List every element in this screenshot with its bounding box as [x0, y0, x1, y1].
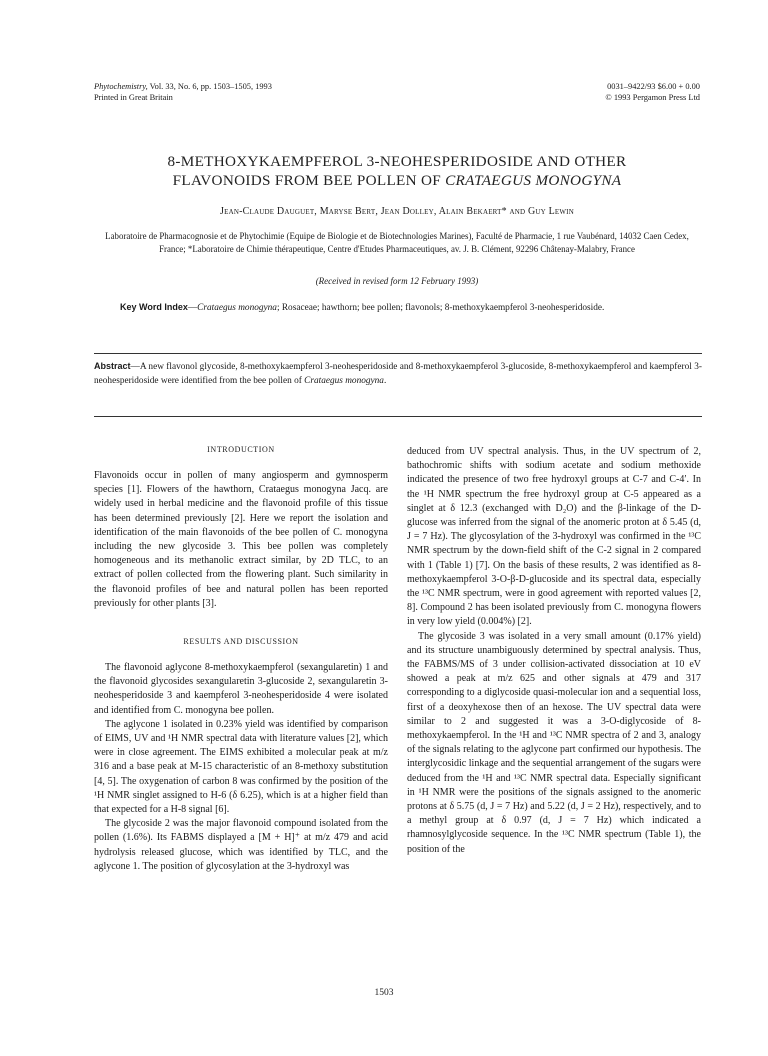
- section-heading-results: RESULTS AND DISCUSSION: [183, 637, 299, 647]
- abstract-label: Abstract: [94, 361, 131, 371]
- divider-bottom: [94, 416, 702, 417]
- section-spacer: [94, 611, 388, 637]
- kwi-dash: —: [187, 303, 198, 313]
- results-paragraph-1: The flavonoid aglycone 8-methoxykaempferol (sexangularetin) 1 and the flavonoid glycosides sexangularetin 3-glucoside 2, sexangularetin 3-neohesperidoside 3 and kaempferol 3-neohesperidoside 4 were isolated and identified from C. monogyna bee pollen.: [94, 662, 388, 716]
- abstract-text: —A new flavonol glycoside, 8-methoxykaempferol 3-neohesperidoside and 8-methoxykaempferol 3-glucoside, 8-methoxykaempferol and kaempferol 3-neohesperidoside were identified from the bee pollen of: [94, 362, 702, 386]
- abstract-end: .: [383, 376, 387, 386]
- left-column: [94, 445, 388, 874]
- copyright: © 1993 Pergamon Press Ltd: [605, 92, 700, 102]
- affiliation: Laboratoire de Pharmacognosie et de Phytochimie (Equipe de Biologie et de Biotechnologies Marines), Faculté de Pharmacie, 1 rue Vaubénard, 14032 Caen Cedex, France; *Laboratoire de Chimie thérapeutique, Centre d'Etudes Pharmaceutiques, av. J. B. Clément, 92296 Châtenay-Malabry, France: [105, 231, 689, 254]
- title-species: CRATAEGUS MONOGYNA: [445, 172, 622, 189]
- results-paragraph-2: The aglycone 1 isolated in 0.23% yield was identified by comparison of EIMS, UV and ¹H NMR spectral data with literature values [2], which were in close agreement. The EIMS exhibited a molecular peak at m/z 316 and a base peak at M-15 characteristic of an 8-methoxy substitution [4, 5]. The oxygenation of carbon 8 was confirmed by the position of the ¹H NMR singlet assigned to H-6 (δ 6.25), which is at a higher field than that expected for a H-8 signal [6].: [94, 718, 388, 816]
- kwi-label: Key Word Index: [120, 302, 188, 312]
- journal-name: Phytochemistry,: [94, 82, 148, 91]
- paper-title: [94, 152, 700, 190]
- kwi-species: Crataegus monogyna: [197, 303, 277, 313]
- title-line-2: FLAVONOIDS FROM BEE POLLEN OF: [172, 172, 446, 189]
- abstract-species: Crataegus monogyna: [304, 376, 384, 386]
- section-heading-introduction: INTRODUCTION: [207, 445, 275, 454]
- received-date: (Received in revised form 12 February 1993): [315, 276, 479, 286]
- printed-in: Printed in Great Britain: [94, 92, 173, 102]
- abstract: [94, 359, 702, 388]
- issn-price: 0031–9422/93 $6.00 + 0.00: [607, 82, 700, 91]
- right-column: [407, 445, 701, 857]
- divider-top: [94, 353, 702, 354]
- kwi-terms: ; Rosaceae; hawthorn; bee pollen; flavonols; 8-methoxykaempferol 3-neohesperidoside.: [276, 303, 605, 313]
- results-paragraph-4: deduced from UV spectral analysis. Thus, in the UV spectrum of 2, bathochromic shifts with sodium acetate and sodium methoxide indicated the presence of two free hydroxyl groups at C-7 and C-4′. In the ¹H NMR spectrum the free hydroxyl group at C-5 appeared as a singlet at δ 12.3 (exchanged with D₂O) and the β-linkage of the D-glucose was inferred from the signal of the anomeric proton at δ 5.45 (d, J = 7 Hz). The glycosylation of the 3-hydroxyl was confirmed in the ¹³C NMR spectrum by the down-field shift of the C-2 signal in 2 compared with 1 (Table 1) [7]. On the basis of these results, 2 was identified as 8-methoxykaempferol 3-O-β-D-glucoside and its spectral data, especially the ¹³C NMR spectrum, were in good agreement with reported values [2, 8]. Compound 2 has been isolated previously from C. monogyna flowers in very low yield (0.004%) [2].: [407, 446, 701, 628]
- author-list: Jean-Claude Dauguet, Maryse Bert, Jean Dolley, Alain Bekaert* and Guy Lewin: [220, 206, 574, 217]
- key-word-index: [120, 301, 660, 316]
- results-paragraph-5: The glycoside 3 was isolated in a very small amount (0.17% yield) and its structure unambiguously determined by spectral analysis. Thus, the FABMS/MS of 3 under collision-activated dissociation at 10 eV showed a peak at m/z 625 and other signals at 479 and 317 corresponding to a diglycoside quasi-molecular ion and a sequential loss, first of a deoxyhexose then of an hexose. The UV spectral data were similar to 2 and suggested it was a 3-O-diglycoside of 8-methoxykaempferol. In the ¹H and ¹³C NMR spectra of 2 and 3, analogy of the signals relating to the aglycone part confirmed our hypothesis. The interglycosidic linkage and the sequential arrangement of the sugars were deduced from the ¹H and ¹³C NMR spectral data. Especially significant in ¹H NMR were the positions of the signals assigned to the anomeric protons at δ 5.75 (d, J = 7 Hz) and 5.22 (d, J = 2 Hz), respectively, and to a methyl group at δ 0.97 (d, J = 7 Hz) which indicated a rhamnosylglycoside sequence. In the ¹³C NMR spectrum (Table 1), the position of the: [407, 630, 701, 855]
- copyright-header: [605, 82, 700, 103]
- journal-header: [94, 82, 272, 103]
- page-number: 1503: [374, 988, 394, 998]
- title-line-1: 8-METHOXYKAEMPFEROL 3-NEOHESPERIDOSIDE AND OTHER: [167, 153, 627, 170]
- journal-volume: Vol. 33, No. 6, pp. 1503–1505, 1993: [147, 82, 272, 91]
- results-paragraph-3: The glycoside 2 was the major flavonoid compound isolated from the pollen (1.6%). Its FABMS displayed a [M + H]⁺ at m/z 479 and acid hydrolysis released glucose, which was identified by TLC, and the aglycone 1. The position of glycosylation at the 3-hydroxyl was: [94, 818, 388, 872]
- intro-paragraph: Flavonoids occur in pollen of many angiosperm and gymnosperm species [1]. Flowers of the hawthorn, Crataegus monogyna Jacq. are widely used in herbal medicine and the flavonoid profile of this tissue has been determined previously [2]. Here we report the isolation and identification of the main flavonoids of the bee pollen of C. monogyna including the new glycoside 3. This bee pollen was completely homogeneous and its methanolic extract similar, by 2D TLC, to an extract of pollen collected from the flowering plant. Such similarity in the flavonoid profiles of bee and natural pollen has been reported previously for other plants [3].: [94, 470, 388, 609]
